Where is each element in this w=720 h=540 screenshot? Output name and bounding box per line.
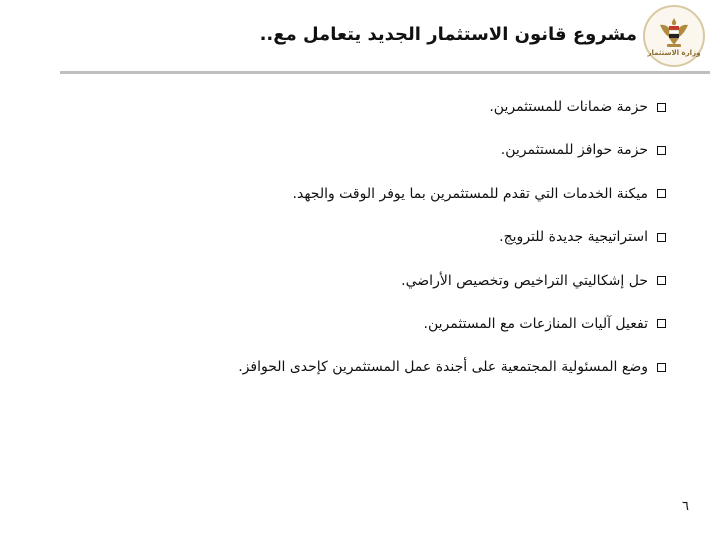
- list-item-text: تفعيل آليات المنازعات مع المستثمرين.: [423, 315, 648, 332]
- logo-caption: وزارة الاستثمار: [647, 49, 701, 57]
- list-item-text: ميكنة الخدمات التي تقدم للمستثمرين بما يوفر الوقت والجهد.: [292, 185, 648, 202]
- page-title: مشروع قانون الاستثمار الجديد يتعامل مع..: [259, 24, 637, 45]
- checkbox-square-icon: [657, 276, 666, 285]
- checkbox-square-icon: [657, 233, 666, 242]
- list-item: [238, 96, 666, 118]
- list-item: [238, 313, 666, 335]
- ministry-logo: [643, 5, 705, 67]
- list-item-text: حزمة حوافز للمستثمرين.: [500, 142, 648, 159]
- list-item-text: وضع المسئولية المجتمعية على أجندة عمل المستثمرين كإحدى الحوافز.: [238, 359, 648, 376]
- bullet-list: [238, 96, 666, 400]
- checkbox-square-icon: [657, 103, 666, 112]
- list-item: [238, 226, 666, 248]
- eagle-emblem-icon: [657, 15, 691, 49]
- list-item-text: استراتيجية جديدة للترويج.: [499, 229, 648, 246]
- checkbox-square-icon: [657, 319, 666, 328]
- checkbox-square-icon: [657, 363, 666, 372]
- checkbox-square-icon: [657, 189, 666, 198]
- page-number: ٦: [682, 499, 689, 514]
- list-item-text: حل إشكاليتي التراخيص وتخصيص الأراضي.: [401, 272, 648, 289]
- list-item: [238, 183, 666, 205]
- checkbox-square-icon: [657, 146, 666, 155]
- list-item: [238, 356, 666, 378]
- list-item: [238, 270, 666, 292]
- title-divider: [60, 71, 710, 74]
- list-item: [238, 139, 666, 161]
- list-item-text: حزمة ضمانات للمستثمرين.: [489, 99, 648, 115]
